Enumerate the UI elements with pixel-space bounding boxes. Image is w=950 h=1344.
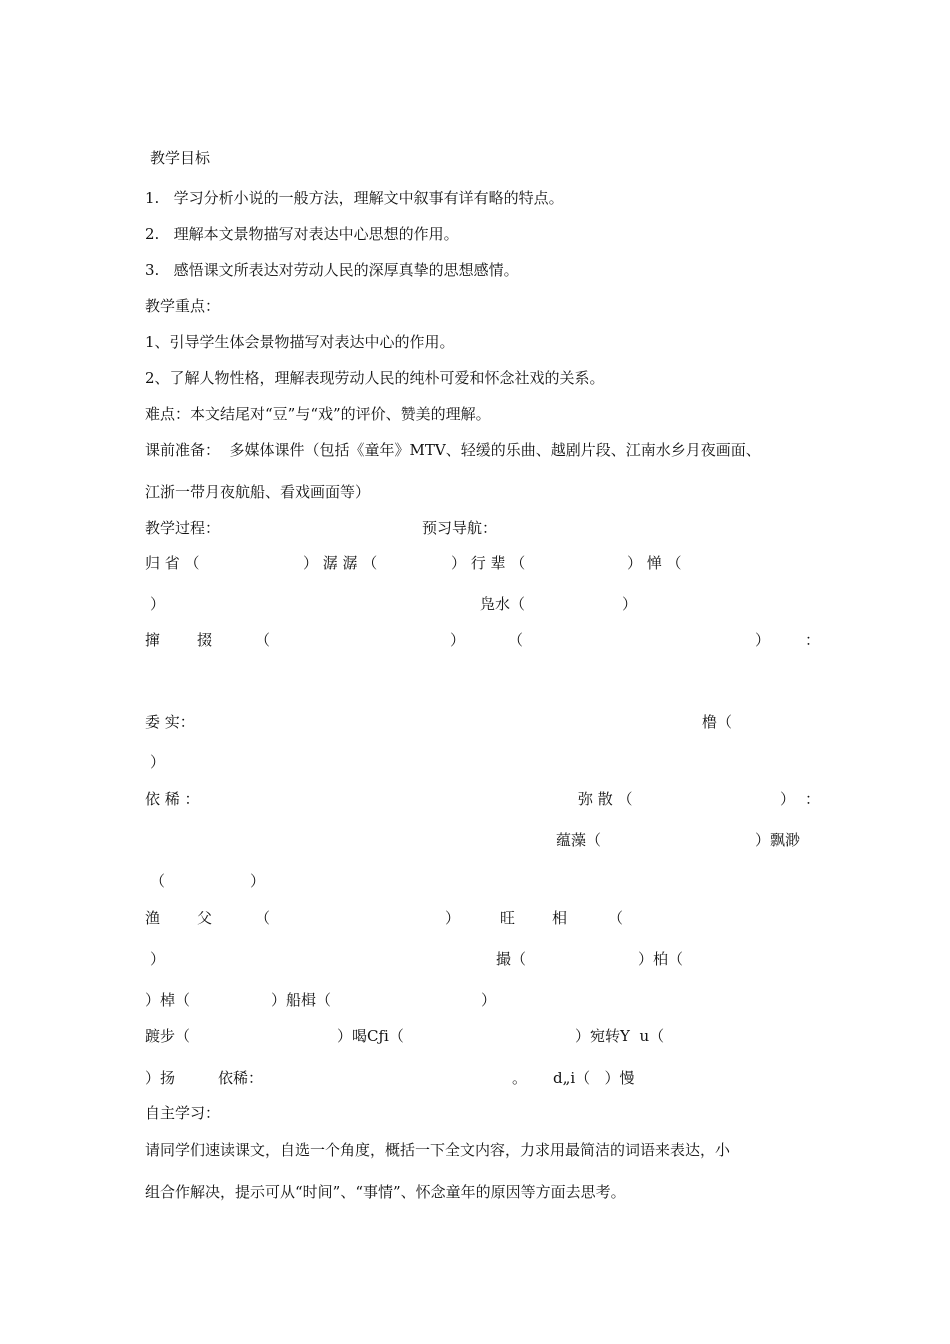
vocab-item: 掇 xyxy=(197,631,213,649)
focus-2: 2、了解人物性格，理解表现劳动人民的纯朴可爱和怀念社戏的关系。 xyxy=(145,369,605,387)
vocab-item: 踱步（ xyxy=(145,1027,191,1045)
vocab-item: ） xyxy=(445,909,461,927)
vocab-item: ） 潺 潺 （ xyxy=(303,554,378,572)
focus-1: 1、引导学生体会景物描写对表达中心的作用。 xyxy=(145,333,455,351)
vocab-item: 父 xyxy=(197,909,213,927)
heading-focus: 教学重点： xyxy=(145,297,221,315)
vocab-item: ）喝Cƒi（ xyxy=(337,1027,404,1045)
vocab-item: 。 xyxy=(512,1069,528,1087)
vocab-item: ） xyxy=(755,631,771,649)
vocab-item: 相 xyxy=(552,909,568,927)
vocab-item: ） 惮 （ xyxy=(627,554,682,572)
vocab-item: ： xyxy=(805,790,821,808)
preview-label: 预习导航： xyxy=(422,519,498,537)
objective-1: 1. 学习分析小说的一般方法，理解文中叙事有详有略的特点。 xyxy=(145,189,564,207)
difficulty: 难点：本文结尾对“豆”与“戏”的评价、赞美的理解。 xyxy=(145,405,491,423)
vocab-item: （ xyxy=(150,872,166,890)
process-label: 教学过程： xyxy=(145,519,221,537)
vocab-item: 依 稀 ： xyxy=(145,790,200,808)
vocab-item: 撺 xyxy=(145,631,161,649)
vocab-item: ： xyxy=(805,631,821,649)
vocab-item: ） xyxy=(622,595,638,613)
vocab-item: （ xyxy=(255,909,271,927)
vocab-item: 蕴藻（ xyxy=(556,831,602,849)
vocab-item: ）飘渺 xyxy=(755,831,801,849)
self-study-line-2: 组合作解决，提示可从“时间”、“事情”、怀念童年的原因等方面去思考。 xyxy=(145,1183,626,1201)
prep-line-1: 课前准备： 多媒体课件（包括《童年》MTV、轻缓的乐曲、越剧片段、江南水乡月夜画面、 xyxy=(145,441,761,459)
vocab-item: ） xyxy=(780,790,796,808)
vocab-item: ） xyxy=(150,595,166,613)
self-study-line-1: 请同学们速读课文，自选一个角度，概括一下全文内容，力求用最简洁的词语来表达，小 xyxy=(145,1141,731,1159)
heading-objectives: 教学目标 xyxy=(150,149,211,167)
vocab-item: （ xyxy=(608,909,624,927)
vocab-item: 凫水（ xyxy=(480,595,526,613)
vocab-item: ） xyxy=(150,753,166,771)
objective-2: 2. 理解本文景物描写对表达中心思想的作用。 xyxy=(145,225,459,243)
vocab-item: ）船楫（ xyxy=(271,991,332,1009)
vocab-item: 旺 xyxy=(500,909,516,927)
objective-3: 3. 感悟课文所表达对劳动人民的深厚真挚的思想感情。 xyxy=(145,261,519,279)
vocab-item: ） xyxy=(150,950,166,968)
vocab-item: ） 行 辈 （ xyxy=(451,554,526,572)
vocab-item: （ xyxy=(508,631,524,649)
vocab-item: 渔 xyxy=(145,909,161,927)
vocab-item: 委 实： xyxy=(145,713,195,731)
vocab-item: ）宛转Y u（ xyxy=(575,1027,665,1045)
vocab-item: 归 省 （ xyxy=(145,554,200,572)
vocab-item: 撮（ xyxy=(496,950,527,968)
vocab-item: 依稀： xyxy=(218,1069,264,1087)
prep-line-2: 江浙一带月夜航船、看戏画面等） xyxy=(145,483,371,501)
vocab-item: ）柏（ xyxy=(638,950,684,968)
vocab-item: （ xyxy=(255,631,271,649)
vocab-item: ） xyxy=(450,631,466,649)
self-study-label: 自主学习： xyxy=(145,1104,221,1122)
vocab-item: 橹（ xyxy=(702,713,733,731)
vocab-item: ） xyxy=(250,872,266,890)
vocab-item: ）棹（ xyxy=(145,991,191,1009)
vocab-item: ） xyxy=(481,991,497,1009)
vocab-item: 弥 散 （ xyxy=(578,790,633,808)
vocab-item: d„i（ ）慢 xyxy=(553,1069,635,1087)
vocab-item: ）扬 xyxy=(145,1069,176,1087)
